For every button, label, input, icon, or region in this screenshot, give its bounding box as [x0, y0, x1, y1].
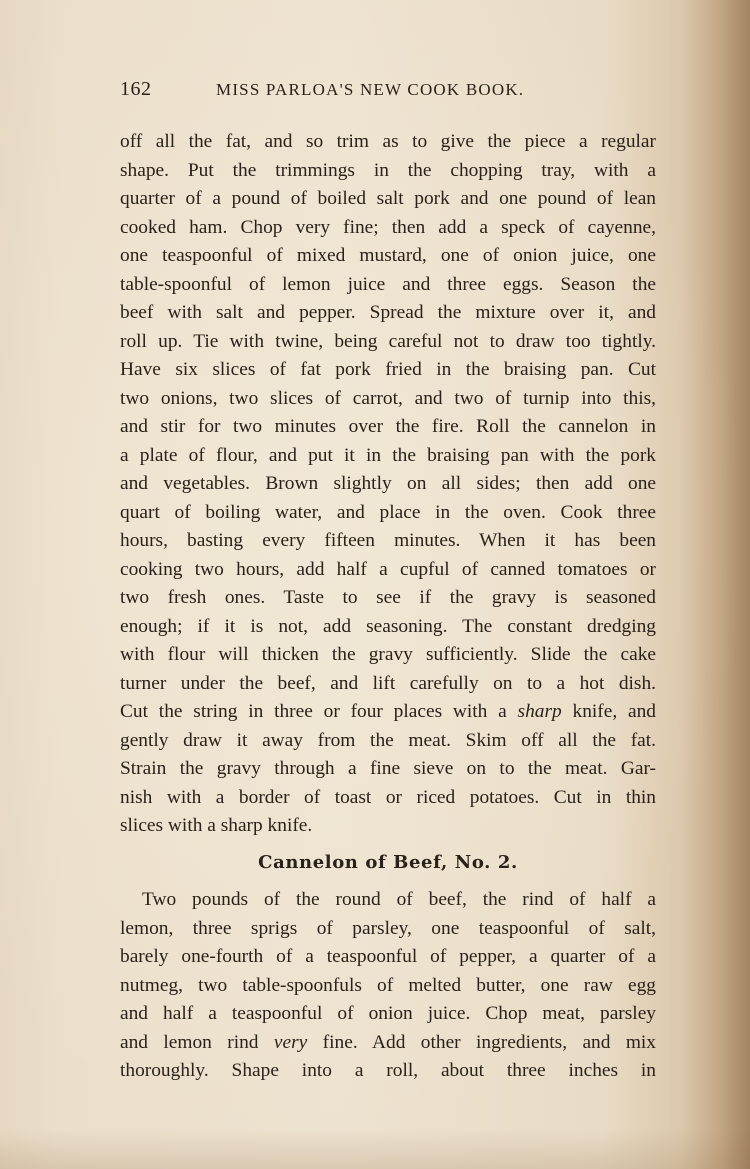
text-segment: fine. Add other ingredients, and mix	[307, 1031, 656, 1053]
text-line: Two pounds of the round of beef, the rind of half a	[142, 889, 656, 910]
text-line: two fresh ones. Taste to see if the gravy is seasoned	[120, 587, 656, 608]
text-line: and vegetables. Brown slightly on all sides; then add one	[120, 473, 656, 494]
emphasized-word: sharp	[517, 701, 562, 722]
text-line: gently draw it away from the meat. Skim off all the fat.	[120, 729, 656, 751]
text-segment: Cut the string in three or four places with a	[120, 701, 518, 722]
text-line: slices with a sharp knife.	[120, 815, 313, 836]
text-segment: and lemon rind	[120, 1031, 274, 1053]
text-line: off all the fat, and so trim as to give the piece a regular	[120, 131, 656, 152]
text-line: turner under the beef, and lift carefully on to a hot dish.	[120, 672, 656, 694]
text-line: barely one-fourth of a teaspoonful of pepper, a quarter of a	[120, 946, 656, 967]
text-line: shape. Put the trimmings in the chopping tray, with a	[120, 159, 656, 181]
running-title: MISS PARLOA'S NEW COOK BOOK.	[216, 80, 525, 99]
section-heading: Cannelon of Beef, No. 2.	[258, 852, 518, 873]
paragraph-continued	[120, 128, 656, 841]
text-line: nutmeg, two table-spoonfuls of melted butter, one raw egg	[120, 974, 656, 996]
page-number: 162	[120, 78, 152, 100]
text-line: thoroughly. Shape into a roll, about three inches in	[120, 1060, 656, 1081]
text-line: enough; if it is not, add seasoning. The constant dredging	[120, 615, 656, 637]
text-line: roll up. Tie with twine, being careful not to draw too tightly.	[120, 330, 656, 352]
text-line: nish with a border of toast or riced potatoes. Cut in thin	[120, 786, 656, 808]
text-line: cooked ham. Chop very fine; then add a speck of cayenne,	[120, 216, 656, 238]
text-line-with-emphasis	[120, 698, 656, 727]
text-line-with-emphasis	[120, 1029, 656, 1058]
text-line: hours, basting every fifteen minutes. When it has been	[120, 530, 656, 551]
text-line: and stir for two minutes over the fire. Roll the cannelon in	[120, 416, 656, 437]
text-line: cooking two hours, add half a cupful of canned tomatoes or	[120, 558, 656, 580]
text-line: and half a teaspoonful of onion juice. Chop meat, parsley	[120, 1003, 656, 1024]
text-line: two onions, two slices of carrot, and two of turnip into this,	[120, 387, 656, 409]
emphasized-word: very	[273, 1031, 308, 1053]
page-header	[120, 78, 656, 104]
text-line: with flour will thicken the gravy sufficiently. Slide the cake	[120, 644, 656, 665]
text-line: a plate of flour, and put it in the braising pan with the pork	[120, 444, 656, 466]
text-line: quarter of a pound of boiled salt pork and one pound of lean	[120, 188, 656, 209]
text-segment: knife, and	[561, 701, 656, 722]
text-line: quart of boiling water, and place in the oven. Cook three	[120, 501, 656, 523]
text-line: beef with salt and pepper. Spread the mixture over it, and	[120, 302, 656, 323]
text-line: Have six slices of fat pork fried in the braising pan. Cut	[120, 359, 656, 380]
text-line: table-spoonful of lemon juice and three eggs. Season the	[120, 273, 656, 295]
paragraph-recipe	[120, 886, 656, 1086]
text-line: one teaspoonful of mixed mustard, one of onion juice, one	[120, 245, 656, 266]
text-line: lemon, three sprigs of parsley, one teaspoonful of salt,	[120, 917, 656, 939]
text-line: Strain the gravy through a fine sieve on to the meat. Gar-	[120, 758, 656, 779]
